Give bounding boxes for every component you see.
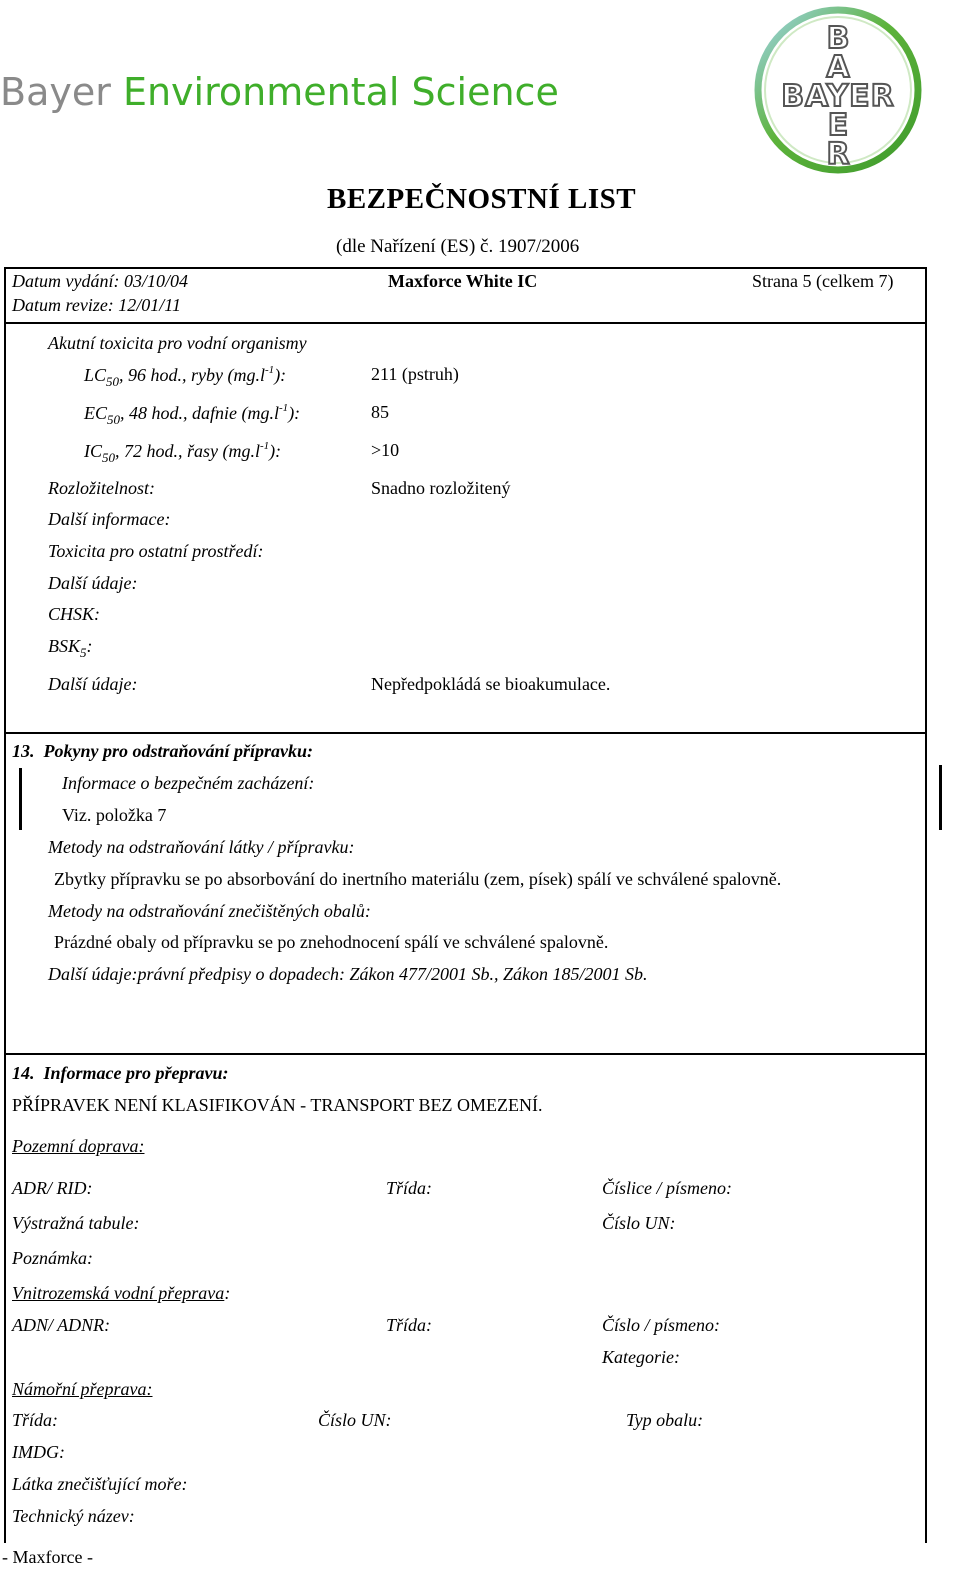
more-info-label: Další informace: (48, 509, 171, 529)
aquatic-toxicity-heading: Akutní toxicita pro vodní organismy (48, 333, 307, 353)
not-classified-note: PŘÍPRAVEK NENÍ KLASIFIKOVÁN - TRANSPORT BEZ OMEZENÍ. (12, 1095, 543, 1115)
revision-date: Datum revize: 12/01/11 (12, 295, 181, 315)
disposal-methods-value: Zbytky přípravku se po absorbování do inertního materiálu (zem, písek) spálí ve schválené spalovně. (54, 869, 782, 889)
imdg-label: IMDG: (12, 1442, 65, 1462)
svg-text:R: R (826, 137, 850, 172)
ec50-value: 85 (371, 402, 389, 422)
company-name (0, 70, 559, 114)
svg-text:BAYER: BAYER (781, 79, 895, 114)
change-bar-right (939, 765, 942, 830)
degradability-label: Rozložitelnost: (48, 478, 155, 498)
legal-note: Další údaje:právní předpisy o dopadech: Zákon 477/2001 Sb., Zákon 185/2001 Sb. (48, 964, 648, 984)
category-label: Kategorie: (602, 1347, 680, 1367)
product-name: Maxforce White IC (388, 271, 538, 291)
packaging-disposal-label: Metody na odstraňování znečištěných obalů: (48, 901, 371, 921)
packaging-disposal-value: Prázdné obaly od přípravku se po znehodnocení spálí ve schválené spalovně. (54, 932, 609, 952)
more-data-label: Další údaje: (48, 573, 138, 593)
safe-handling-label: Informace o bezpečném zacházení: (62, 773, 315, 793)
disposal-methods-label: Metody na odstraňování látky / přípravku: (48, 837, 355, 857)
adr-rid-label: ADR/ RID: (12, 1178, 93, 1198)
chsk-label: CHSK: (48, 604, 101, 624)
bsk5-label: $BSK_5$: (48, 636, 93, 660)
footer-product: - Maxforce - (2, 1547, 93, 1567)
note-label: Poznámka: (12, 1248, 93, 1268)
document-subtitle: (dle Nařízení (ES) č. 1907/2006 (336, 236, 580, 257)
page-info: Strana 5 (celkem 7) (752, 271, 894, 291)
bioaccumulation-value: Nepředpokládá se bioakumulace. (371, 674, 611, 694)
svg-text:B: B (826, 21, 850, 56)
more-data2-label: Další údaje: (48, 674, 138, 694)
sea-un-number-label: Číslo UN: (318, 1410, 392, 1430)
inland-class-label: Třída: (386, 1315, 433, 1335)
document-title: BEZPEČNOSTNÍ LIST (327, 183, 637, 215)
ec50-label: $EC_{50}$, 48 hod., dafnie $(mg.l^{-1})$: (84, 402, 301, 427)
inland-transport-heading: Vnitrozemská vodní přeprava: (12, 1283, 231, 1303)
toxicity-other-label: Toxicita pro ostatní prostředí: (48, 541, 264, 561)
degradability-value: Snadno rozložitený (371, 478, 511, 498)
safe-handling-value: Viz. položka 7 (62, 805, 167, 825)
number-letter-label: Číslo / písmeno: (602, 1315, 721, 1335)
marine-pollutant-label: Látka znečišťující moře: (12, 1474, 188, 1494)
svg-text:A: A (826, 50, 850, 85)
lc50-label: $LC_{50}$, 96 hod., ryby $(mg.l^{-1})$: (84, 364, 287, 389)
sea-class-label: Třída: (12, 1410, 59, 1430)
road-transport-heading: Pozemní doprava: (12, 1136, 145, 1156)
digit-letter-label: Číslice / písmeno: (602, 1178, 732, 1198)
ic50-value: >10 (371, 440, 400, 460)
package-type-label: Typ obalu: (626, 1410, 704, 1430)
svg-text:E: E (827, 108, 849, 143)
section13-heading: 13. Pokyny pro odstraňování přípravku: (12, 741, 314, 761)
warning-panel-label: Výstražná tabule: (12, 1213, 140, 1233)
section14-heading: 14. Informace pro přepravu: (12, 1063, 229, 1083)
road-un-number-label: Číslo UN: (602, 1213, 676, 1233)
change-bar-left (19, 768, 22, 830)
issue-date: Datum vydání: 03/10/04 (12, 271, 188, 291)
adn-adnr-label: ADN/ ADNR: (12, 1315, 111, 1335)
company-name-gray: Bayer (0, 70, 111, 114)
company-name-green: Environmental Science (122, 70, 559, 114)
ic50-label: $IC_{50}$, 72 hod., řasy $(mg.l^{-1})$: (84, 440, 282, 465)
sea-transport-heading: Námořní přeprava: (12, 1379, 153, 1399)
road-class-label: Třída: (386, 1178, 433, 1198)
technical-name-label: Technický název: (12, 1506, 135, 1526)
lc50-value: 211 (pstruh) (371, 364, 459, 384)
bayer-cross-logo (752, 4, 924, 176)
